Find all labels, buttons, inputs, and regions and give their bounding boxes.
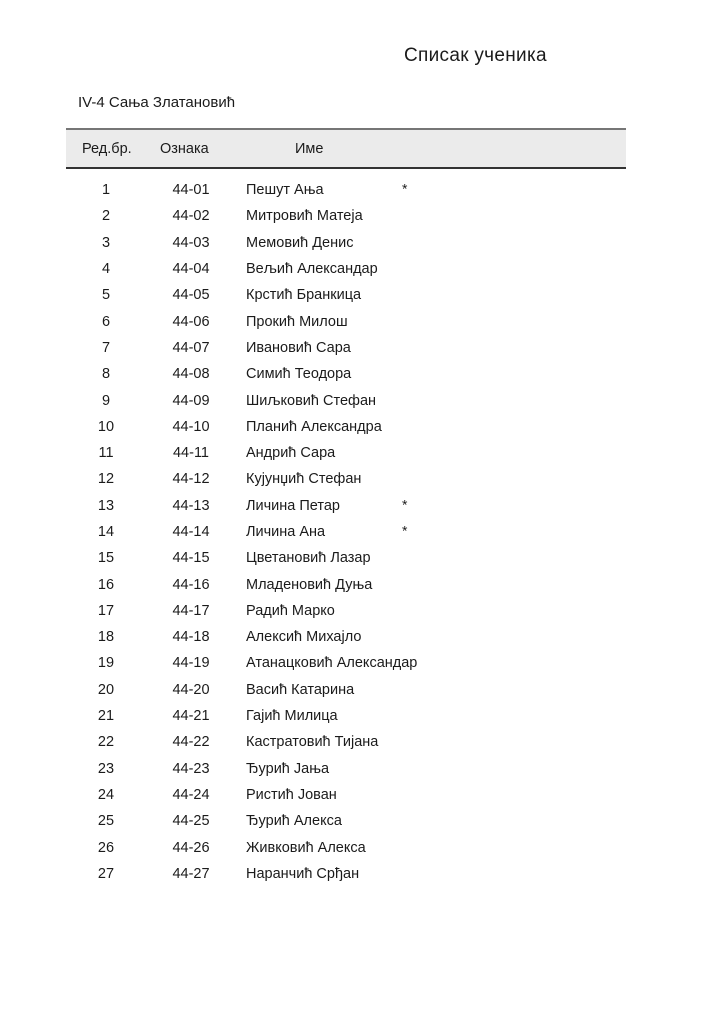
row-ordinal: 4 — [101, 261, 111, 278]
row-ordinal: 15 — [97, 550, 115, 567]
row-code: 44-11 — [172, 445, 209, 462]
row-ordinal: 16 — [97, 576, 115, 593]
row-name: Мемовић Денис — [246, 234, 354, 251]
row-code: 44-03 — [172, 234, 210, 251]
row-code: 44-05 — [172, 287, 210, 304]
row-name: Кујунџић Стефан — [246, 471, 362, 488]
row-name: Наранчић Срђан — [246, 865, 360, 882]
row-ordinal: 13 — [97, 497, 115, 514]
row-code: 44-16 — [172, 576, 210, 593]
table-row — [66, 335, 626, 361]
col-header-name: Име — [295, 140, 324, 157]
table-row — [66, 650, 626, 676]
table-row — [66, 598, 626, 624]
row-name: Личина Ана — [246, 524, 326, 540]
row-code: 44-15 — [172, 550, 210, 567]
row-code: 44-18 — [172, 629, 210, 646]
row-ordinal: 21 — [97, 708, 115, 725]
row-name: Цветановић Лазар — [246, 550, 371, 567]
table-row — [66, 571, 626, 597]
table-row — [66, 387, 626, 413]
row-code: 44-19 — [172, 655, 210, 672]
row-ordinal: 9 — [101, 392, 111, 409]
row-name: Ивановић Сара — [246, 339, 351, 356]
row-code: 44-04 — [172, 261, 210, 278]
row-code: 44-02 — [172, 208, 210, 225]
row-name: Кастратовић Тијана — [246, 734, 379, 751]
table-row — [66, 282, 626, 308]
row-name: Радић Марко — [246, 602, 335, 619]
row-name: Младеновић Дуња — [246, 576, 373, 593]
row-code: 44-21 — [172, 708, 210, 725]
table-row — [66, 756, 626, 782]
page-title: Списак ученика — [404, 45, 547, 66]
table-row — [66, 203, 626, 229]
table-row — [66, 361, 626, 387]
row-name: Личина Петар — [246, 497, 340, 514]
row-name: Гајић Милица — [246, 708, 338, 725]
row-name: Атанацковић Александар — [246, 655, 418, 672]
row-code: 44-10 — [172, 418, 210, 435]
row-ordinal: 2 — [101, 208, 111, 225]
col-header-code: Ознака — [160, 140, 209, 157]
table-row — [66, 308, 626, 334]
row-code: 44-24 — [172, 786, 210, 803]
students-table — [66, 128, 626, 887]
row-name: Прокић Милош — [246, 313, 348, 330]
row-ordinal: 11 — [98, 445, 114, 462]
row-code: 44-23 — [172, 760, 210, 777]
row-code: 44-12 — [172, 471, 210, 488]
col-header-ordinal: Ред.бр. — [82, 140, 132, 157]
row-ordinal: 26 — [97, 839, 115, 856]
row-code: 44-09 — [172, 392, 210, 409]
row-ordinal: 6 — [101, 313, 111, 330]
row-code: 44-08 — [172, 366, 210, 383]
table-row — [66, 861, 626, 887]
row-star-marker: * — [402, 180, 408, 197]
row-ordinal: 24 — [97, 786, 115, 803]
table-row — [66, 414, 626, 440]
row-name: Пешут Ања — [246, 182, 324, 199]
row-code: 44-27 — [172, 865, 210, 882]
row-name: Ђурић Алекса — [246, 813, 342, 830]
row-name: Планић Александра — [246, 418, 382, 435]
row-code: 44-26 — [172, 839, 210, 856]
row-code: 44-17 — [172, 602, 210, 619]
table-row — [66, 440, 626, 466]
row-ordinal: 14 — [97, 524, 115, 540]
row-name: Ристић Јован — [246, 786, 337, 803]
table-row — [66, 256, 626, 282]
row-name: Вељић Александар — [246, 261, 378, 278]
row-code: 44-13 — [172, 497, 210, 514]
table-row — [66, 729, 626, 755]
row-ordinal: 5 — [101, 287, 111, 304]
row-ordinal: 25 — [97, 813, 115, 830]
row-star-marker: * — [402, 496, 408, 513]
table-row — [66, 545, 626, 571]
table-row — [66, 177, 626, 203]
table-row — [66, 703, 626, 729]
row-ordinal: 8 — [101, 366, 111, 383]
row-ordinal: 1 — [101, 182, 111, 199]
table-row — [66, 493, 626, 519]
table-header — [66, 128, 626, 169]
row-name: Живковић Алекса — [246, 839, 366, 856]
row-code: 44-25 — [172, 813, 210, 830]
row-ordinal: 10 — [97, 418, 115, 435]
row-name: Симић Теодора — [246, 366, 352, 383]
row-code: 44-22 — [172, 734, 210, 751]
row-code: 44-06 — [172, 313, 210, 330]
row-ordinal: 12 — [97, 471, 115, 488]
row-ordinal: 27 — [97, 865, 115, 882]
table-row — [66, 782, 626, 808]
row-code: 44-01 — [172, 182, 210, 199]
row-name: Шиљковић Стефан — [246, 392, 377, 409]
table-body — [66, 169, 626, 887]
row-ordinal: 22 — [97, 734, 115, 751]
row-name: Алексић Михајло — [246, 629, 362, 646]
table-row — [66, 624, 626, 650]
row-star-marker: * — [402, 522, 408, 539]
row-ordinal: 7 — [101, 339, 111, 356]
table-row — [66, 466, 626, 492]
table-row — [66, 230, 626, 256]
class-label: IV-4 Сања Златановић — [78, 94, 236, 111]
row-ordinal: 18 — [97, 629, 115, 646]
row-ordinal: 23 — [97, 760, 115, 777]
row-ordinal: 17 — [97, 602, 115, 619]
row-ordinal: 19 — [97, 655, 115, 672]
table-row — [66, 834, 626, 860]
table-row — [66, 677, 626, 703]
row-ordinal: 20 — [97, 681, 115, 698]
row-name: Митровић Матеја — [246, 208, 363, 225]
row-name: Васић Катарина — [246, 681, 355, 698]
row-name: Андрић Сара — [246, 445, 336, 462]
table-row — [66, 808, 626, 834]
row-name: Крстић Бранкица — [246, 287, 362, 304]
table-row — [66, 519, 626, 545]
row-code: 44-14 — [172, 524, 210, 540]
row-ordinal: 3 — [101, 234, 111, 251]
row-code: 44-20 — [172, 681, 210, 698]
row-name: Ђурић Јања — [246, 760, 330, 777]
row-code: 44-07 — [172, 339, 210, 356]
